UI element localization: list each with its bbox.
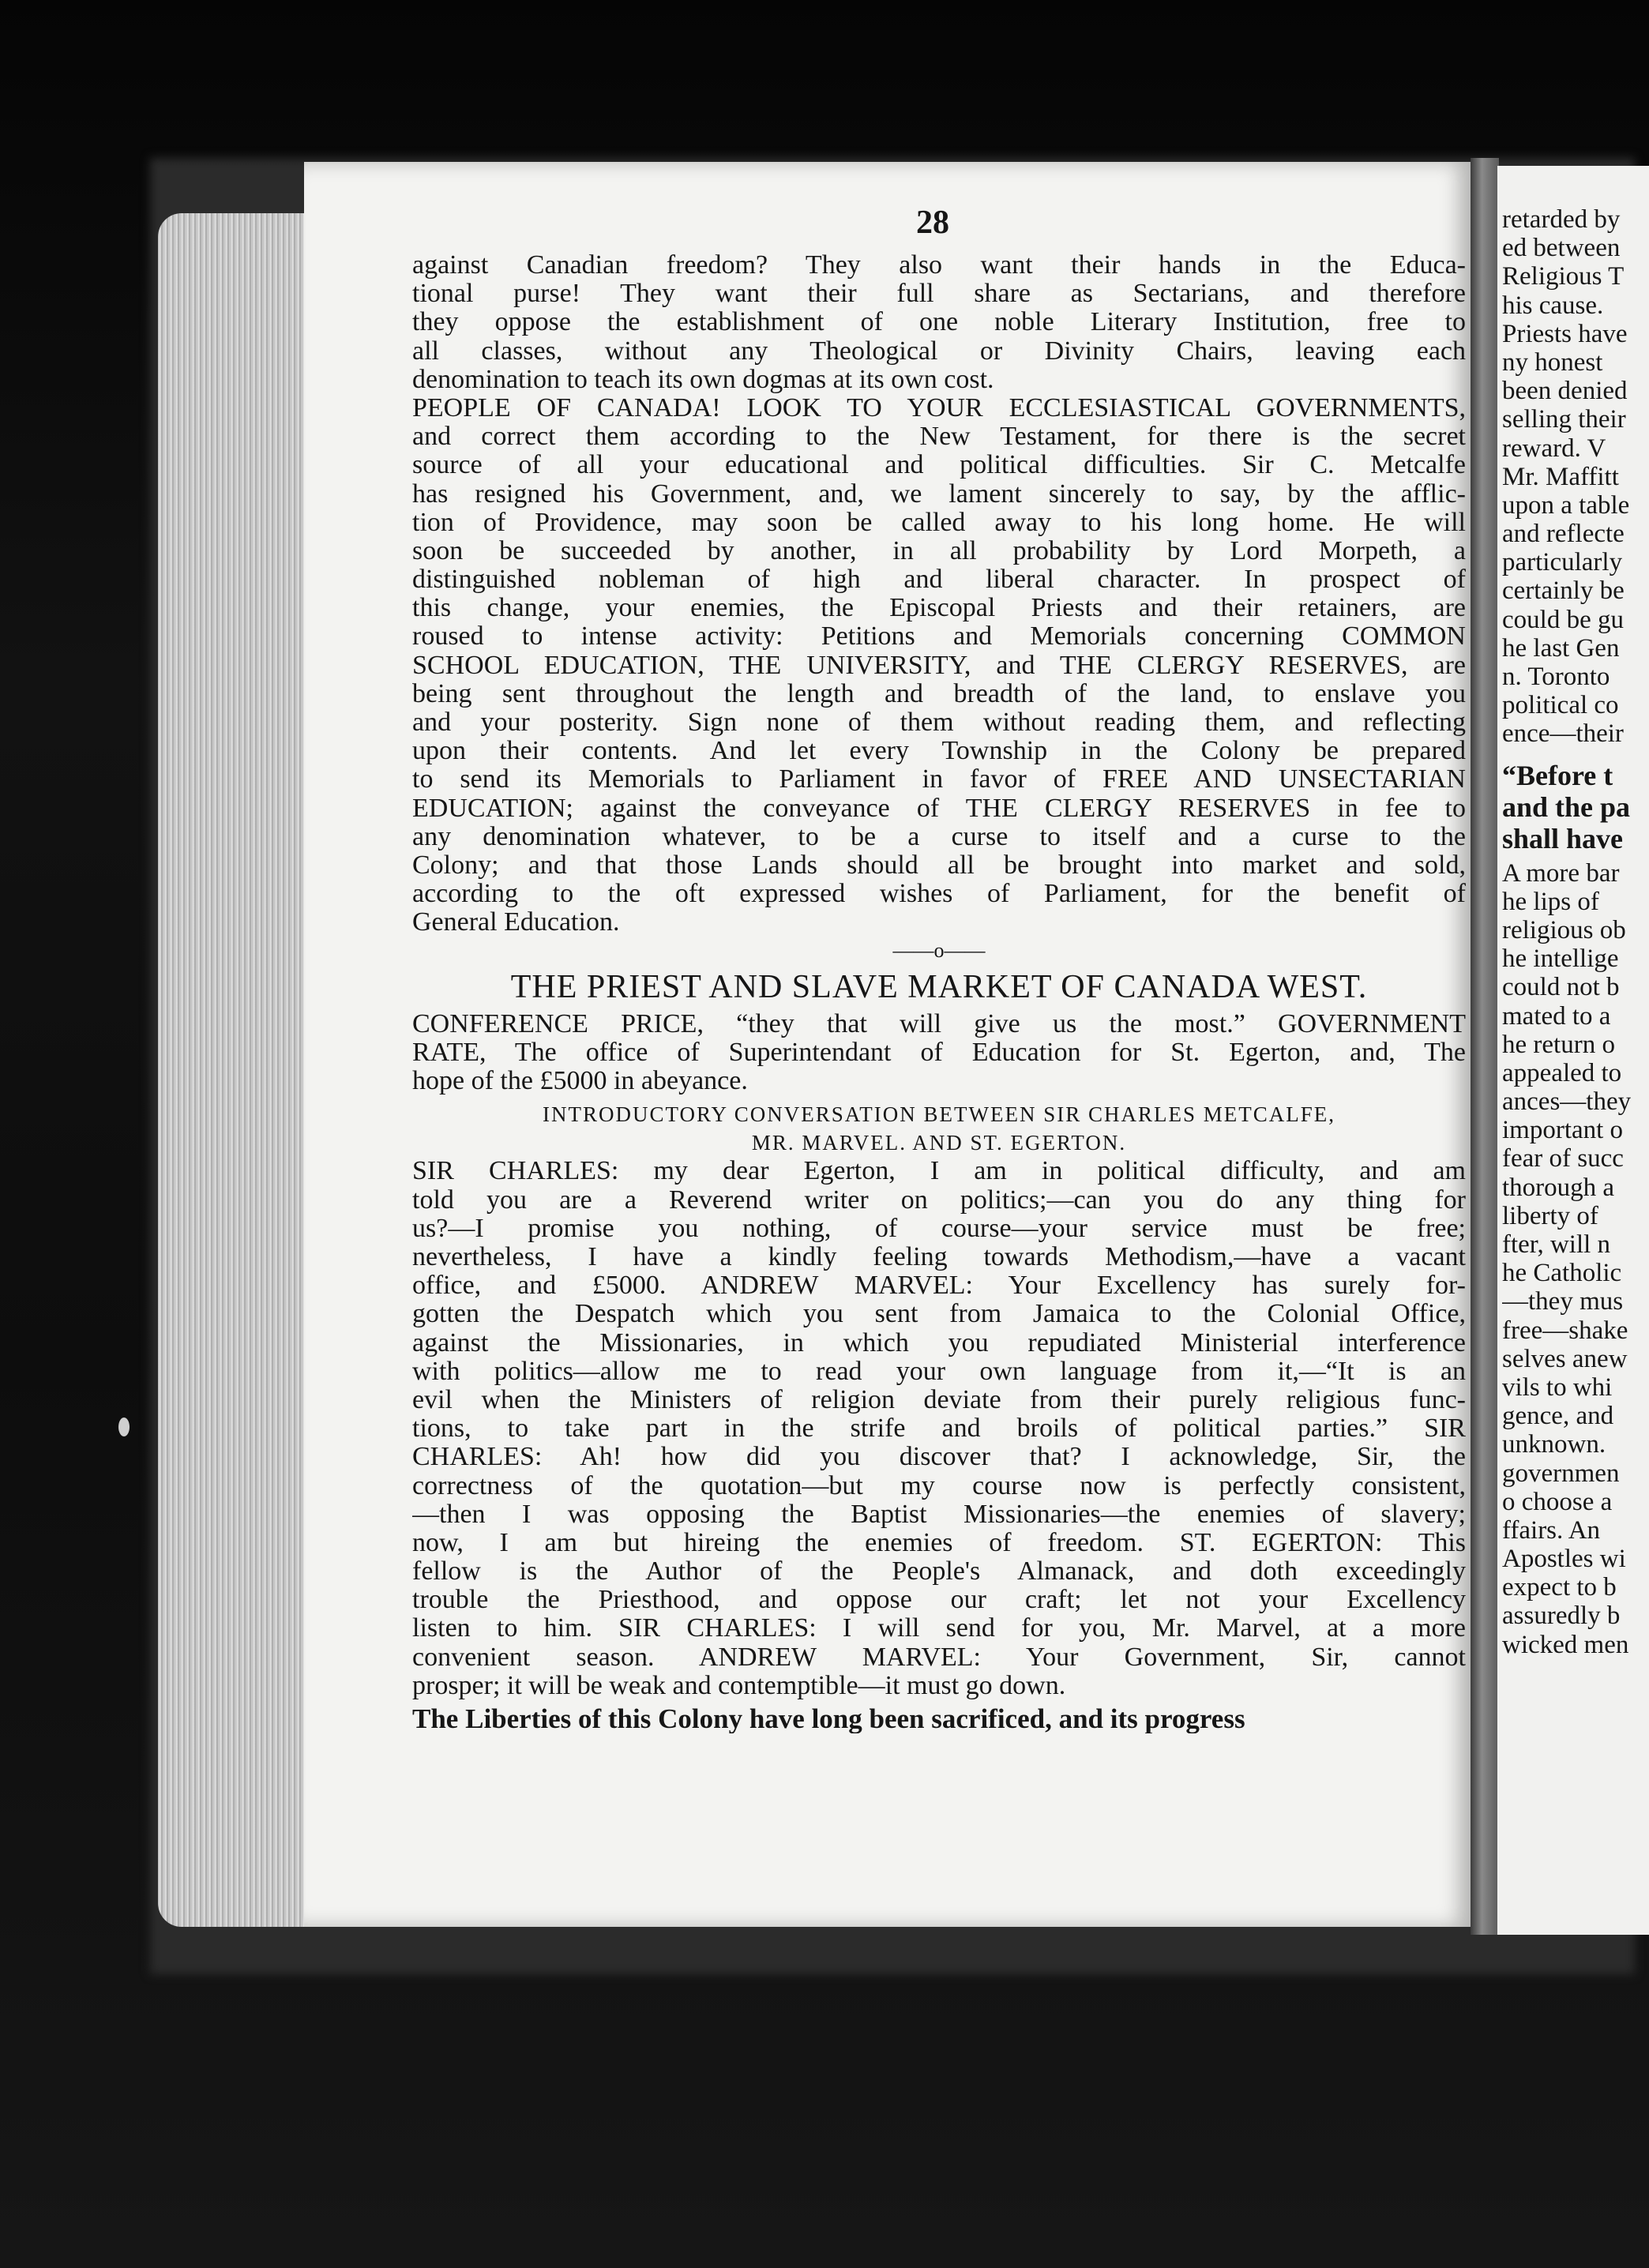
right-page-line: mated to a: [1502, 1001, 1611, 1031]
dialogue-line: —then I was opposing the Baptist Missionaries—the enemies of slavery;: [412, 1500, 1466, 1529]
text-line: tion of Providence, may soon be called away to his long home. He will: [412, 508, 1466, 537]
text-line: soon be succeeded by another, in all probability by Lord Morpeth, a: [412, 536, 1466, 565]
right-page-line: fter, will n: [1502, 1230, 1611, 1259]
right-page-line: he Catholic: [1502, 1259, 1622, 1288]
right-page-bold-lines: [1502, 760, 1649, 854]
right-page-line: appealed to: [1502, 1058, 1622, 1087]
right-page-line: selling their: [1502, 405, 1626, 434]
text-line: according to the oft expressed wishes of Parliament, for the benefit of: [412, 880, 1466, 909]
section-heading: THE PRIEST AND SLAVE MARKET OF CANADA WEST.: [510, 968, 1368, 1005]
right-page-line: reward. V: [1502, 434, 1606, 463]
text-line: General Education.: [412, 908, 620, 937]
page-text-column: [412, 251, 1466, 1733]
right-page-line: upon a table: [1502, 490, 1630, 520]
dialogue-line: office, and £5000. ANDREW MARVEL: Your Excellency has surely for-: [412, 1271, 1466, 1301]
text-line: all classes, without any Theological or Divinity Chairs, leaving each: [412, 336, 1466, 366]
text-line: to send its Memorials to Parliament in favor of FREE AND UNSECTARIAN: [412, 765, 1466, 794]
right-page-line: retarded by: [1502, 205, 1621, 234]
text-line: roused to intense activity: Petitions and Memorials concerning COMMON: [412, 622, 1466, 651]
dialogue-line: listen to him. SIR CHARLES: I will send for you, Mr. Marvel, at a more: [412, 1614, 1466, 1643]
dialogue-line: convenient season. ANDREW MARVEL: Your Government, Sir, cannot: [412, 1643, 1466, 1672]
right-page-line: liberty of: [1502, 1201, 1598, 1230]
right-page-line: Mr. Maffitt: [1502, 462, 1619, 491]
page-edges: [158, 213, 324, 1927]
right-page-line: assuredly b: [1502, 1601, 1621, 1631]
dialogue-line: tions, to take part in the strife and broils of political parties.” SIR: [412, 1414, 1466, 1444]
book-gutter: [1471, 158, 1499, 1935]
heading-subtitle-line: RATE, The office of Superintendant of Education for St. Egerton, and, The: [412, 1038, 1466, 1067]
text-line: and correct them according to the New Testament, for there is the secret: [412, 422, 1466, 452]
right-page-line: governmen: [1502, 1459, 1620, 1488]
text-line: source of all your educational and political difficulties. Sir C. Metcalfe: [412, 451, 1466, 480]
dialogue-line: trouble the Priesthood, and oppose our craft; let not your Excellency: [412, 1586, 1466, 1615]
right-page-line: Priests have: [1502, 319, 1628, 348]
right-page-line: and reflecte: [1502, 520, 1625, 549]
right-page-line: certainly be: [1502, 576, 1625, 606]
right-page-line: he intellige: [1502, 944, 1619, 974]
right-page-line: free—shake: [1502, 1316, 1628, 1345]
dialogue-line: evil when the Ministers of religion deviate from their purely religious func-: [412, 1385, 1466, 1414]
right-page-text: [1502, 205, 1649, 1659]
dialogue-line: against the Missionaries, in which you repudiated Ministerial interference: [412, 1328, 1466, 1357]
text-line: EDUCATION; against the conveyance of THE CLERGY RESERVES in fee to: [412, 794, 1466, 823]
body-text: [412, 251, 1466, 937]
text-line: any denomination whatever, to be a curse to itself and a curse to the: [412, 822, 1466, 851]
right-page-lines-after: [1502, 859, 1649, 1659]
text-line: this change, your enemies, the Episcopal Priests and their retainers, are: [412, 594, 1466, 623]
right-page-line: vils to whi: [1502, 1372, 1613, 1402]
page-number: 28: [916, 205, 949, 241]
right-page-line: he return o: [1502, 1030, 1615, 1059]
right-page-line: political co: [1502, 691, 1619, 720]
right-page-line: religious ob: [1502, 915, 1626, 944]
text-line: being sent throughout the length and breadth of the land, to enslave you: [412, 679, 1466, 708]
dialogue-line: told you are a Reverend writer on politics;—can you do any thing for: [412, 1185, 1466, 1215]
right-page-line: ence—their: [1502, 719, 1624, 749]
heading-subtitle-line: CONFERENCE PRICE, “they that will give us the most.” GOVERNMENT: [412, 1009, 1466, 1038]
dialogue-line: correctness of the quotation—but my course now is perfectly consistent,: [412, 1471, 1466, 1500]
right-page-line: ed between: [1502, 234, 1621, 263]
dialogue-line: gotten the Despatch which you sent from Jamaica to the Colonial Office,: [412, 1300, 1466, 1329]
dialogue-line: now, I am but hireing the enemies of freedom. ST. EGERTON: This: [412, 1528, 1466, 1557]
section-separator: ——o——: [892, 938, 986, 962]
heading-subtitle-line: hope of the £5000 in abeyance.: [412, 1066, 748, 1095]
dialogue-line: fellow is the Author of the People's Almanack, and doth exceedingly: [412, 1557, 1466, 1586]
dialogue-text: [412, 1157, 1466, 1700]
right-page-line: —they mus: [1502, 1287, 1624, 1316]
right-page-line: fear of succ: [1502, 1144, 1624, 1173]
text-line: PEOPLE OF CANADA! LOOK TO YOUR ECCLESIASTICAL GOVERNMENTS,: [412, 393, 1466, 422]
right-page-line: could be gu: [1502, 605, 1624, 634]
text-line: Colony; and that those Lands should all be brought into market and sold,: [412, 850, 1466, 880]
right-page-line: could not b: [1502, 973, 1620, 1002]
final-line: The Liberties of this Colony have long been sacrificed, and its progress: [412, 1705, 1245, 1734]
right-page-line: unknown.: [1502, 1430, 1606, 1459]
right-page-line: ffairs. An: [1502, 1515, 1601, 1545]
text-line: they oppose the establishment of one noble Literary Institution, free to: [412, 308, 1466, 337]
intro-caption-line: INTRODUCTORY CONVERSATION BETWEEN SIR CHARLES METCALFE,: [542, 1102, 1336, 1127]
right-page-line: important o: [1502, 1116, 1624, 1145]
right-page-line: particularly: [1502, 548, 1623, 577]
text-line: SCHOOL EDUCATION, THE UNIVERSITY, and THE CLERGY RESERVES, are: [412, 651, 1466, 680]
text-line: has resigned his Government, and, we lament sincerely to say, by the afflic-: [412, 479, 1466, 509]
text-line: tional purse! They want their full share as Sectarians, and therefore: [412, 280, 1466, 309]
right-page-line: ny honest: [1502, 347, 1603, 377]
right-page-fragment: [1497, 166, 1649, 1935]
right-page-line: gence, and: [1502, 1402, 1614, 1431]
dialogue-line: SIR CHARLES: my dear Egerton, I am in political difficulty, and am: [412, 1157, 1466, 1186]
text-line: upon their contents. And let every Township in the Colony be prepared: [412, 737, 1466, 766]
right-page-line: thorough a: [1502, 1173, 1615, 1202]
right-page-line: he lips of: [1502, 887, 1599, 916]
scan-artifact: [118, 1418, 130, 1436]
right-page-line: his cause.: [1502, 291, 1604, 320]
dialogue-line: prosper; it will be weak and contemptible—it must go down.: [412, 1671, 1066, 1700]
right-page-line: expect to b: [1502, 1573, 1617, 1602]
right-page-line: Religious T: [1502, 262, 1625, 291]
text-line: against Canadian freedom? They also want their hands in the Educa-: [412, 251, 1466, 280]
right-page-line: n. Toronto: [1502, 663, 1610, 691]
right-page-bold-line: shall have: [1502, 822, 1624, 854]
right-page-line: o choose a: [1502, 1487, 1613, 1516]
right-page-line: A more bar: [1502, 858, 1620, 888]
right-page-line: wicked men: [1502, 1630, 1629, 1659]
heading-subtitle: [412, 1010, 1466, 1096]
right-page-bold-line: “Before t: [1502, 759, 1613, 791]
right-page-line: ances—they: [1502, 1087, 1632, 1117]
right-page-line: he last Gen: [1502, 633, 1620, 663]
dialogue-line: nevertheless, I have a kindly feeling towards Methodism,—have a vacant: [412, 1243, 1466, 1271]
intro-caption: [412, 1100, 1466, 1157]
right-page-bold-line: and the pa: [1502, 790, 1631, 823]
dialogue-line: with politics—allow me to read your own language from it,—“It is an: [412, 1357, 1466, 1386]
text-line: distinguished nobleman of high and liberal character. In prospect of: [412, 565, 1466, 595]
right-page-lines: [1502, 205, 1649, 749]
text-line: denomination to teach its own dogmas at its own cost.: [412, 365, 994, 394]
text-line: and your posterity. Sign none of them without reading them, and reflecting: [412, 708, 1466, 737]
dialogue-line: CHARLES: Ah! how did you discover that? I acknowledge, Sir, the: [412, 1443, 1466, 1472]
right-page-line: Apostles wi: [1502, 1545, 1626, 1574]
right-page-line: been denied: [1502, 377, 1628, 406]
right-page-line: selves anew: [1502, 1344, 1628, 1373]
dialogue-line: us?—I promise you nothing, of course—your service must be free;: [412, 1214, 1466, 1243]
intro-caption-line: MR. MARVEL. AND ST. EGERTON.: [751, 1131, 1127, 1155]
